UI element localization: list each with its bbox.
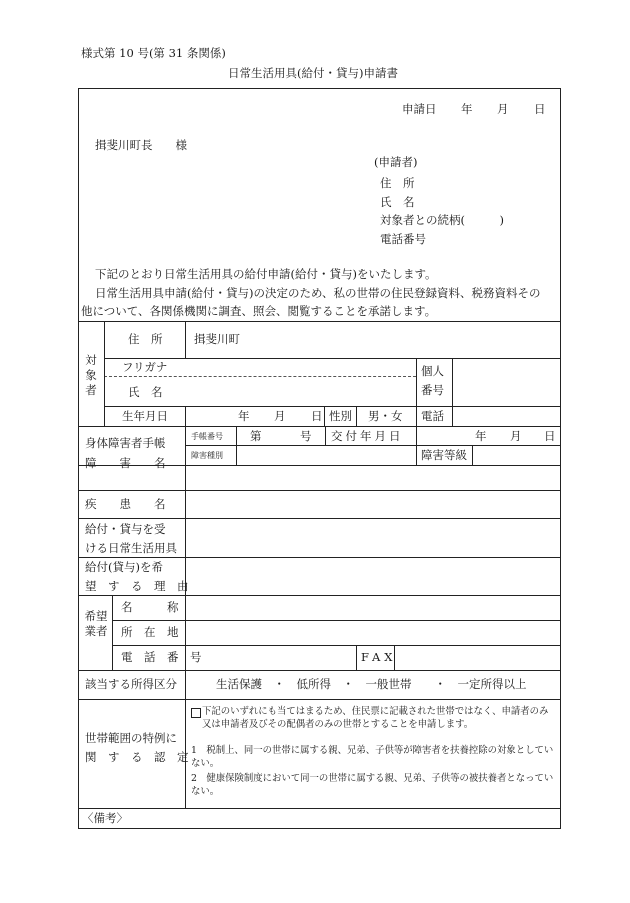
rule-handbook-issue-left [325, 426, 326, 445]
rule-vendor-location-bottom [112, 645, 561, 646]
subject-phone-label: 電話 [421, 409, 444, 423]
rule-handbook-top [78, 426, 561, 427]
rule-fax-left [356, 645, 357, 670]
disability-name-label: 障 害 名 [85, 456, 166, 470]
handbook-label: 身体障害者手帳 [85, 436, 166, 450]
remarks-label: 〈備考〉 [82, 811, 128, 825]
subject-address-label: 住 所 [128, 332, 163, 346]
rule-household-bottom [78, 808, 561, 809]
statement-consent: 日常生活用具申請(給付・貸与)の決定のため、私の世帯の住民登録資料、税務資料その [95, 286, 541, 300]
applicant-phone-label: 電話番号 [380, 232, 426, 246]
fax-label: FAX [361, 650, 397, 664]
rule-handbook-mid [185, 445, 561, 446]
application-date-year: 年 [461, 102, 473, 116]
rule-vendor-bottom [78, 670, 561, 671]
equipment-label-2: ける日常生活用具 [85, 541, 177, 555]
rule-equipment-bottom [78, 557, 561, 558]
sex-value: 男・女 [368, 409, 403, 423]
application-date-day: 日 [534, 102, 546, 116]
rule-reason-bottom [78, 595, 561, 596]
rule-subject-top [78, 321, 561, 322]
applicant-relation-label: 対象者との続柄( ) [380, 213, 504, 227]
disability-type-label: 障害種別 [191, 451, 223, 460]
reason-label-1: 給付(貸与)を希 [85, 560, 163, 574]
subject-address-value: 揖斐川町 [194, 332, 240, 346]
income-options: 生活保護 ・ 低所得 ・ 一般世帯 ・ 一定所得以上 [216, 677, 527, 691]
rule-sex-left [324, 406, 325, 426]
disability-grade-label: 障害等級 [421, 448, 467, 462]
handbook-number-dai: 第 [250, 429, 262, 443]
birth-year: 年 [238, 409, 250, 423]
handbook-number-label: 手帳番号 [191, 432, 223, 441]
vendor-group-label: 希望業者 [84, 609, 108, 638]
rule-income-bottom [78, 699, 561, 700]
handbook-number-go: 号 [300, 429, 312, 443]
applicant-address-label: 住 所 [380, 176, 415, 190]
rule-subject-name-bottom [104, 406, 561, 407]
rule-personal-number-divider [416, 358, 417, 426]
disease-label: 疾 患 名 [85, 497, 166, 511]
rule-handbook-grade-divider [472, 445, 473, 465]
application-date-label: 申請日 [402, 102, 437, 116]
statement-consent-cont: 他について、各関係機関に調査、照会、閲覧することを承諾します。 [81, 304, 437, 318]
rule-label-column-mid [185, 426, 186, 671]
vendor-location-label: 所 在 地 [121, 625, 179, 639]
rule-phone-right [452, 406, 453, 426]
issue-year: 年 [475, 429, 487, 443]
rule-disease-bottom [78, 518, 561, 519]
equipment-label-1: 給付・貸与を受 [85, 522, 166, 536]
issue-month: 月 [510, 429, 522, 443]
form-title: 日常生活用具(給付・貸与)申請書 [228, 66, 398, 80]
household-checkbox-text: 下記のいずれにも当てはまるため、住民票に記載された世帯ではなく、申請者のみ又は申請者及びその配偶者のみの世帯とすることを申請します。 [202, 706, 549, 730]
household-checkbox[interactable] [191, 708, 201, 718]
birth-day: 日 [311, 409, 323, 423]
rule-furigana-dashed [104, 376, 416, 377]
rule-birth-divider [185, 406, 186, 426]
issue-date-label: 交付年月日 [331, 429, 404, 443]
birth-month: 月 [274, 409, 286, 423]
personal-number-label-2: 番号 [421, 383, 444, 397]
applicant-heading: (申請者) [374, 155, 418, 169]
issue-day: 日 [544, 429, 556, 443]
statement-request: 下記のとおり日常生活用具の給付申請(給付・貸与)をいたします。 [95, 267, 437, 281]
household-item-1: 1 税制上、同一の世帯に属する親、兄弟、子供等が障害者を扶養控除の対象としていない。 [191, 745, 554, 769]
household-label-1: 世帯範囲の特例に [85, 731, 177, 745]
rule-sex-mid [356, 406, 357, 426]
personal-number-label-1: 個人 [421, 364, 444, 378]
rule-subject-address-bottom [104, 358, 561, 359]
rule-subject-group-divider [104, 321, 105, 426]
form-number: 様式第 10 号(第 31 条関係) [81, 46, 226, 60]
reason-label-2: 望 す る 理 由 [85, 579, 189, 593]
rule-subject-address-divider [185, 321, 186, 358]
rule-personal-number-value-divider [452, 358, 453, 406]
household-label-2: 関 す る 認 定 [85, 750, 189, 764]
rule-vendor-name-bottom [112, 620, 561, 621]
subject-group-label: 対象者 [85, 353, 97, 397]
addressee: 揖斐川町長 様 [95, 138, 187, 152]
rule-vendor-group-divider [112, 595, 113, 670]
rule-disease-top [78, 490, 561, 491]
vendor-name-label: 名 称 [121, 600, 179, 614]
subject-name-label: 氏 名 [128, 385, 163, 399]
vendor-phone-label: 電 話 番 号 [121, 650, 202, 664]
rule-handbook-label-divider [236, 426, 237, 465]
income-label: 該当する所得区分 [85, 677, 177, 691]
application-date-month: 月 [497, 102, 509, 116]
applicant-name-label: 氏 名 [380, 195, 415, 209]
rule-lower-label-divider [185, 670, 186, 808]
birth-date-label: 生年月日 [122, 409, 168, 423]
rule-handbook-issue-right [416, 426, 417, 465]
sex-label: 性別 [329, 409, 352, 423]
subject-furigana-label: フリガナ [122, 360, 168, 374]
household-item-2: 2 健康保険制度において同一の世帯に属する親、兄弟、子供等の被扶養者となっていない。 [191, 773, 554, 797]
